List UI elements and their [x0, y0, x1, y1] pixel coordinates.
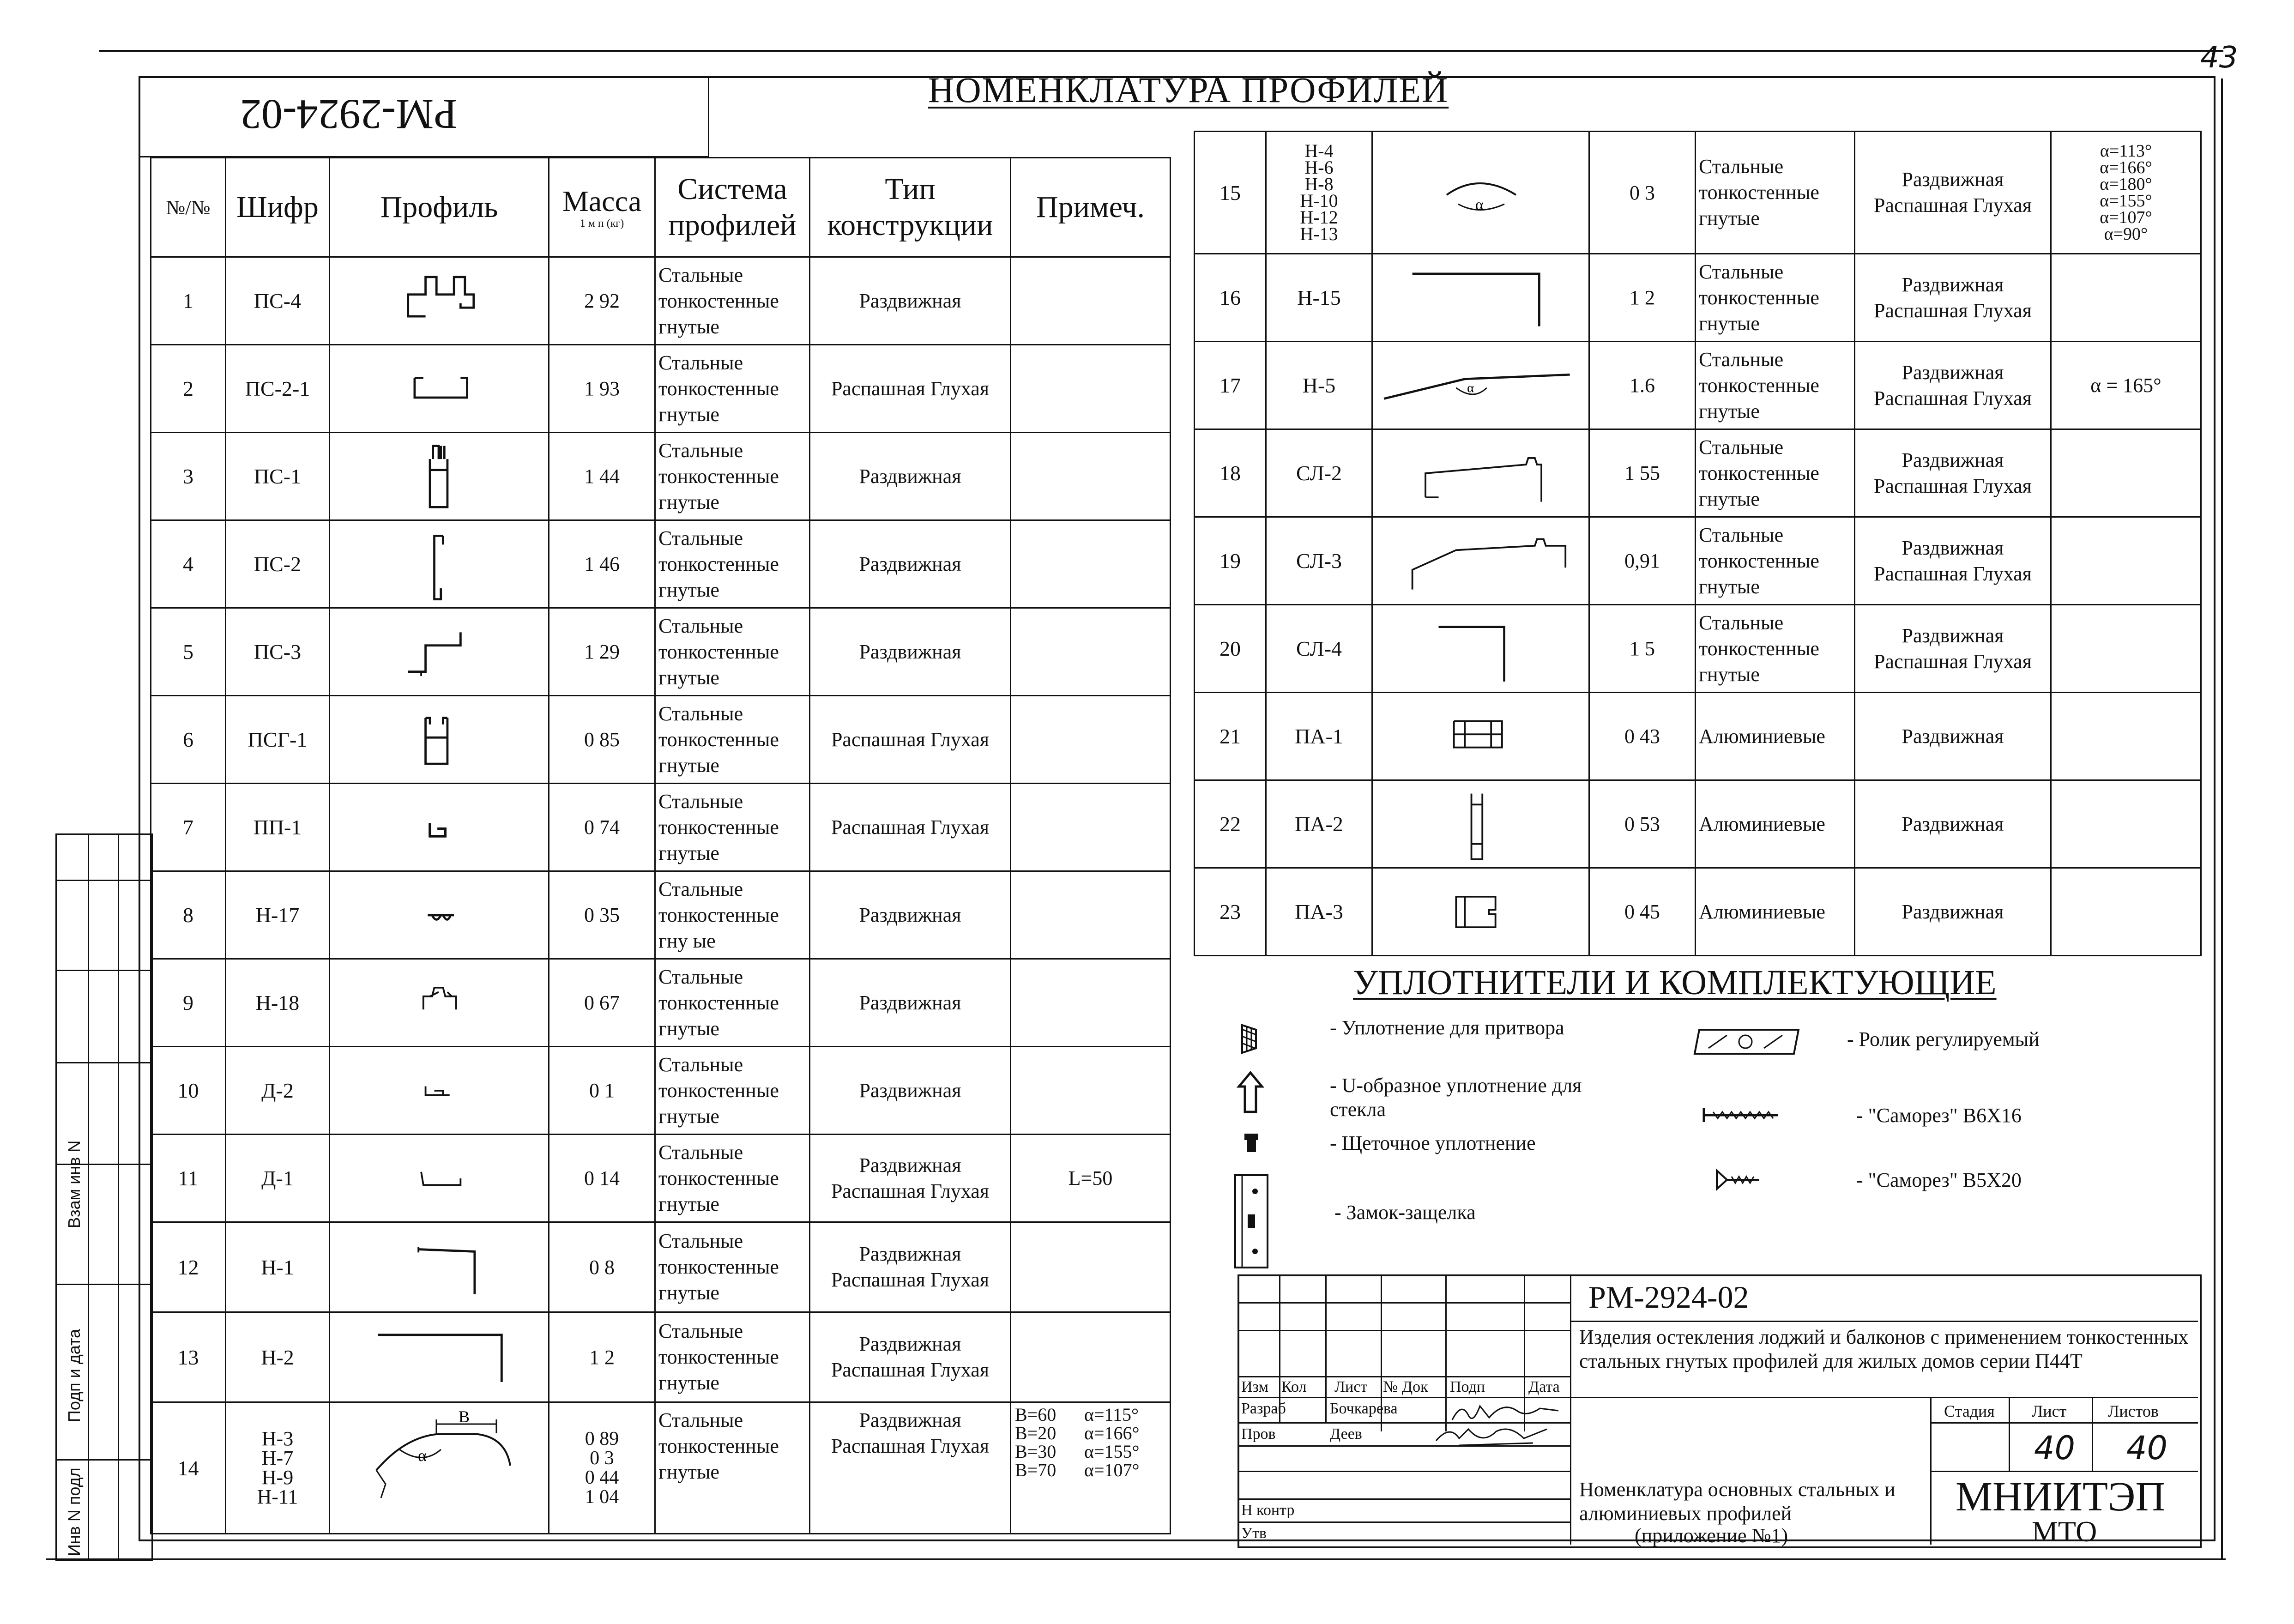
row-system: Стальные тонкостенные гнутые — [1696, 517, 1855, 605]
row-type: Распашная Глухая — [810, 784, 1011, 871]
row-note: α = 165° — [2051, 342, 2201, 429]
row-code: Н-1 — [226, 1222, 330, 1312]
row-code: СЛ-2 — [1266, 429, 1372, 517]
row-number: 3 — [151, 433, 226, 520]
row-note — [2051, 780, 2201, 868]
note-alpha: α=90° — [2104, 224, 2148, 244]
ps1-profile-icon — [330, 435, 547, 518]
note-alpha: α=155° — [2100, 191, 2152, 211]
row-mass: 0 14 — [549, 1135, 655, 1222]
col-header-note: Примеч. — [1011, 158, 1171, 257]
mass-unit-label: 1 м п (кг) — [580, 217, 624, 229]
screw-b6-icon — [1699, 1104, 1782, 1127]
row-system: Стальные тонкостенные гнутые — [655, 1402, 810, 1534]
row-code: ПС-4 — [226, 257, 330, 345]
row-note — [2051, 429, 2201, 517]
row-code: ПС-2 — [226, 520, 330, 608]
stamp-org-sub: МТО — [2032, 1515, 2097, 1548]
col-header-num: №/№ — [151, 158, 226, 257]
stamp-sheets-value: 40 — [2126, 1429, 2168, 1467]
row-mass: 0 53 — [1589, 780, 1696, 868]
row-number: 9 — [151, 959, 226, 1047]
pp1-profile-icon — [330, 786, 547, 869]
row-number: 5 — [151, 608, 226, 696]
dim-b-label: B — [458, 1407, 470, 1426]
row-profile-drawing — [1372, 693, 1589, 780]
row-profile-drawing — [330, 1135, 549, 1222]
row-number: 21 — [1195, 693, 1266, 780]
note-alpha: α=166° — [2100, 158, 2152, 177]
stamp-col-doc: № Док — [1383, 1378, 1428, 1395]
row-number: 2 — [151, 345, 226, 433]
row-code: ПА-2 — [1266, 780, 1372, 868]
row-type: Раздвижная Распашная Глухая — [810, 1312, 1011, 1402]
angle-alpha-label: α — [1475, 196, 1484, 213]
row-mass: 0 43 — [1589, 693, 1696, 780]
row-mass: 1 93 — [549, 345, 655, 433]
seals-title: УПЛОТНИТЕЛИ И КОМПЛЕКТУЮЩИЕ — [1353, 963, 1997, 1002]
row-type: Раздвижная Распашная Глухая — [1855, 342, 2051, 429]
stamp-doc-code: РМ-2924-02 — [1588, 1280, 1749, 1315]
u-seal-icon — [1237, 1070, 1264, 1114]
row-system: Стальные тонкостенные гнутые — [1696, 342, 1855, 429]
row-note — [1011, 608, 1171, 696]
row-mass: 0 35 — [549, 871, 655, 959]
row-code: Н-15 — [1266, 254, 1372, 342]
table-row — [151, 696, 1171, 784]
row-type: Раздвижная — [810, 433, 1011, 520]
row-system: Стальные тонкостенные гнутые — [655, 433, 810, 520]
row-code: Н-10 — [1300, 190, 1338, 211]
row-mass: 1 5 — [1589, 605, 1696, 693]
table-row — [151, 784, 1171, 871]
brush-seal-label: - Щеточное уплотнение — [1330, 1132, 1536, 1154]
row-code: Н-13 — [1300, 223, 1338, 244]
row-type: Раздвижная Распашная Глухая — [1855, 132, 2051, 254]
table-row — [151, 1402, 1171, 1534]
row-profile-drawing — [330, 696, 549, 784]
n15-profile-icon — [1373, 256, 1588, 339]
table-row — [151, 1135, 1171, 1222]
stamp-sheet-value: 40 — [2034, 1429, 2076, 1467]
row-mass: 1.6 — [1589, 342, 1696, 429]
row-mass: 0 74 — [549, 784, 655, 871]
row-note — [1011, 1047, 1171, 1135]
table-row — [151, 608, 1171, 696]
stamp-sheet-label: Лист — [2032, 1402, 2067, 1420]
row-type: Раздвижная — [1855, 868, 2051, 956]
roller-label: - Ролик регулируемый — [1847, 1028, 2040, 1050]
stamp-col-izm: Изм — [1241, 1378, 1269, 1395]
row-code: СЛ-3 — [1266, 517, 1372, 605]
row-profile-drawing — [330, 1312, 549, 1402]
table-row — [1195, 254, 2201, 342]
right-margin-line — [2221, 78, 2223, 1558]
table-row — [1195, 429, 2201, 517]
svg-text:α: α — [1467, 380, 1474, 395]
n17-profile-icon — [330, 874, 547, 957]
row-mass: 0 89 — [585, 1428, 619, 1449]
ps21-profile-icon — [330, 347, 547, 430]
page-title: НОМЕНКЛАТУРА ПРОФИЛЕЙ — [928, 70, 1449, 110]
stamp-name-razrab: Бочкарева — [1330, 1400, 1398, 1417]
row-type: Раздвижная Распашная Глухая — [1855, 254, 2051, 342]
note-b: B=70 — [1015, 1460, 1056, 1480]
row-note — [2051, 254, 2201, 342]
col-header-type: Тип конструкции — [810, 158, 1011, 257]
u-seal-label: - U-образное уплотнение для стекла — [1330, 1074, 1582, 1121]
note-b: B=20 — [1015, 1423, 1056, 1443]
row-mass: 0 85 — [549, 696, 655, 784]
row-type: Раздвижная Распашная Глухая — [810, 1402, 1011, 1534]
stamp-name-prov: Деев — [1330, 1425, 1362, 1443]
sl2-profile-icon — [1373, 432, 1588, 515]
stamp-col-data: Дата — [1528, 1378, 1560, 1395]
note-alpha: α=115° — [1084, 1404, 1139, 1425]
row-note — [1011, 345, 1171, 433]
stamp-role-utv: Утв — [1241, 1525, 1267, 1542]
row-system: Алюминиевые — [1696, 693, 1855, 780]
col-header-system: Система профилей — [655, 158, 810, 257]
row-system: Стальные тонкостенные гнутые — [1696, 605, 1855, 693]
row-code: Н-5 — [1266, 342, 1372, 429]
row-number: 18 — [1195, 429, 1266, 517]
row-number: 8 — [151, 871, 226, 959]
row-code: ПСГ-1 — [226, 696, 330, 784]
side-label-podp: Подп и дата — [65, 1328, 84, 1422]
row-mass: 0 8 — [549, 1222, 655, 1312]
pa1-profile-icon — [1373, 695, 1588, 778]
row-note — [1011, 1312, 1171, 1402]
table-row — [1195, 132, 2201, 254]
row-system: Стальные тонкостенные гнутые — [655, 959, 810, 1047]
row-system: Стальные тонкостенные гнутые — [1696, 254, 1855, 342]
latch-lock-icon — [1233, 1173, 1274, 1270]
note-alpha: α=107° — [1084, 1460, 1140, 1480]
row-type: Раздвижная Распашная Глухая — [1855, 605, 2051, 693]
n3-profile-icon — [330, 1406, 547, 1530]
stamp-org: МНИИТЭП — [1956, 1474, 2166, 1520]
row-profile-drawing — [1372, 517, 1589, 605]
row-note — [1011, 433, 1171, 520]
d2-profile-icon — [330, 1049, 547, 1132]
row-system: Стальные тонкостенные гнутые — [655, 696, 810, 784]
pa3-profile-icon — [1373, 870, 1588, 954]
row-mass: 2 92 — [549, 257, 655, 345]
row-number: 11 — [151, 1135, 226, 1222]
row-system: Стальные тонкостенные гнутые — [1696, 429, 1855, 517]
row-type: Раздвижная — [810, 871, 1011, 959]
row-profile-drawing — [330, 1047, 549, 1135]
row-mass-group — [549, 1402, 655, 1534]
row-type: Раздвижная — [810, 257, 1011, 345]
row-note — [2051, 868, 2201, 956]
sl4-profile-icon — [1373, 607, 1588, 690]
stamp-col-kol: Кол — [1281, 1378, 1307, 1395]
table-row — [151, 959, 1171, 1047]
table-row — [1195, 693, 2201, 780]
row-code: Н-12 — [1300, 207, 1338, 228]
row-type: Раздвижная Распашная Глухая — [1855, 429, 2051, 517]
row-mass: 0 44 — [585, 1467, 619, 1488]
table-row — [151, 257, 1171, 345]
row-code: Н-9 — [261, 1466, 294, 1489]
row-code: Д-2 — [226, 1047, 330, 1135]
row-code: Н-7 — [261, 1447, 294, 1469]
n2-profile-icon — [330, 1315, 547, 1400]
row-number: 23 — [1195, 868, 1266, 956]
row-number: 10 — [151, 1047, 226, 1135]
table-row — [151, 433, 1171, 520]
row-note — [1011, 520, 1171, 608]
row-type: Раздвижная — [810, 608, 1011, 696]
row-note — [1011, 696, 1171, 784]
row-profile-drawing — [330, 784, 549, 871]
row-system: Стальные тонкостенные гнутые — [655, 520, 810, 608]
table-row — [151, 1222, 1171, 1312]
stamp-description: Изделия остекления лоджий и балконов с применением тонкостенных стальных гнутых профилей для жилых домов серии П44Т — [1579, 1326, 2189, 1372]
table-row — [151, 871, 1171, 959]
row-type: Раздвижная — [810, 959, 1011, 1047]
row-note-group — [1011, 1402, 1171, 1534]
row-type: Раздвижная — [1855, 693, 2051, 780]
row-profile-drawing — [330, 959, 549, 1047]
note-alpha: α=180° — [2100, 175, 2152, 194]
col-header-code: Шифр — [226, 158, 330, 257]
row-code: ПС-1 — [226, 433, 330, 520]
note-alpha: α=166° — [1084, 1423, 1140, 1443]
row-profile-drawing — [1372, 868, 1589, 956]
row-code: Н-4 — [1304, 140, 1334, 161]
row-type: Раздвижная Распашная Глухая — [810, 1222, 1011, 1312]
profiles-table-right — [1194, 131, 2202, 956]
row-profile-drawing — [1372, 132, 1589, 254]
angle-alpha-label: α — [418, 1446, 427, 1465]
row-number: 7 — [151, 784, 226, 871]
row-mass: 0,91 — [1589, 517, 1696, 605]
table-row — [1195, 342, 2201, 429]
stamp-sheet-title: Номенклатура основных стальных и алюминиевых профилей — [1579, 1478, 1896, 1525]
note-b: B=30 — [1015, 1441, 1056, 1462]
row-number: 22 — [1195, 780, 1266, 868]
row-note-group — [2051, 132, 2201, 254]
row-mass: 1 44 — [549, 433, 655, 520]
signature-prov — [1431, 1420, 1561, 1452]
row-profile-drawing — [330, 345, 549, 433]
row-system: Стальные тонкостенные гнутые — [655, 784, 810, 871]
row-profile-drawing — [330, 608, 549, 696]
col-header-profile: Профиль — [330, 158, 549, 257]
mass-header-label: Масса — [562, 184, 642, 217]
note-b: B=60 — [1015, 1404, 1056, 1425]
table-row — [151, 1312, 1171, 1402]
row-type: Распашная Глухая — [810, 696, 1011, 784]
row-system: Стальные тонкостенные гнутые — [655, 1312, 810, 1402]
page-corner-number: 43 — [2200, 41, 2238, 75]
row-note — [2051, 605, 2201, 693]
row-profile-drawing — [1372, 605, 1589, 693]
row-mass: 1 2 — [549, 1312, 655, 1402]
pa2-profile-icon — [1373, 783, 1588, 866]
row-profile-drawing — [330, 433, 549, 520]
row-code-group — [1266, 132, 1372, 254]
row-profile-drawing — [330, 1402, 549, 1534]
row-mass: 1 46 — [549, 520, 655, 608]
row-note: L=50 — [1011, 1135, 1171, 1222]
row-mass: 1 2 — [1589, 254, 1696, 342]
psg1-profile-icon — [330, 698, 547, 781]
brush-seal-icon — [1242, 1134, 1261, 1152]
row-type: Раздвижная — [810, 520, 1011, 608]
rotated-doc-code: РМ-2924-02 — [240, 91, 458, 138]
row-profile-drawing — [330, 257, 549, 345]
col-header-mass — [549, 158, 655, 257]
table-row — [151, 345, 1171, 433]
stamp-col-list: Лист — [1334, 1378, 1368, 1395]
stamp-role-nkontr: Н контр — [1241, 1502, 1295, 1519]
n18-profile-icon — [330, 961, 547, 1044]
screw-b6-label: - "Саморез" В6Х16 — [1856, 1104, 2022, 1127]
roller-icon — [1690, 1025, 1805, 1057]
stamp-role-razrab: Разраб — [1241, 1400, 1286, 1417]
top-rule — [99, 50, 2223, 52]
row-code: Н-3 — [261, 1427, 294, 1450]
row-code: Н-11 — [257, 1485, 298, 1508]
table-row — [151, 520, 1171, 608]
row-number: 12 — [151, 1222, 226, 1312]
profiles-table-left — [150, 157, 1171, 1534]
row-code: Н-18 — [226, 959, 330, 1047]
row-code: ПА-1 — [1266, 693, 1372, 780]
seal-pritvor-label: - Уплотнение для притвора — [1330, 1016, 1564, 1039]
table-row — [1195, 517, 2201, 605]
note-alpha: α=113° — [2100, 141, 2152, 161]
row-mass: 0 3 — [1589, 132, 1696, 254]
row-type: Распашная Глухая — [810, 345, 1011, 433]
row-type: Раздвижная — [1855, 780, 2051, 868]
row-profile-drawing — [1372, 780, 1589, 868]
row-profile-drawing — [330, 1222, 549, 1312]
row-system: Стальные тонкостенные гнутые — [655, 608, 810, 696]
row-note — [1011, 959, 1171, 1047]
side-label-vzam: Взам инв N — [65, 1140, 84, 1228]
row-profile-drawing — [1372, 429, 1589, 517]
n5-profile-icon — [1373, 344, 1588, 427]
table-row — [1195, 780, 2201, 868]
stamp-stage-label: Стадия — [1944, 1402, 1995, 1420]
row-note — [1011, 784, 1171, 871]
row-number: 4 — [151, 520, 226, 608]
row-mass: 1 29 — [549, 608, 655, 696]
row-number: 14 — [151, 1402, 226, 1534]
row-profile-drawing — [330, 520, 549, 608]
d1-profile-icon — [330, 1137, 547, 1220]
row-number: 16 — [1195, 254, 1266, 342]
table-row — [151, 1047, 1171, 1135]
row-system: Стальные тонкостенные гну ые — [655, 871, 810, 959]
table-row — [1195, 868, 2201, 956]
row-code: Н-6 — [1304, 157, 1334, 178]
row-code: Д-1 — [226, 1135, 330, 1222]
row-mass: 0 3 — [590, 1448, 614, 1469]
stamp-sheets-label: Листов — [2108, 1402, 2159, 1420]
row-system: Стальные тонкостенные гнутые — [655, 1222, 810, 1312]
row-number: 17 — [1195, 342, 1266, 429]
row-mass: 0 67 — [549, 959, 655, 1047]
row-note — [1011, 1222, 1171, 1312]
row-code: ПП-1 — [226, 784, 330, 871]
row-profile-drawing — [1372, 254, 1589, 342]
row-mass: 1 55 — [1589, 429, 1696, 517]
row-system: Стальные тонкостенные гнутые — [1696, 132, 1855, 254]
row-mass: 0 1 — [549, 1047, 655, 1135]
row-mass: 0 45 — [1589, 868, 1696, 956]
stamp-role-prov: Пров — [1241, 1425, 1276, 1443]
seal-pritvor-icon — [1238, 1023, 1261, 1055]
row-system: Алюминиевые — [1696, 868, 1855, 956]
latch-lock-label: - Замок-защелка — [1334, 1201, 1476, 1224]
note-alpha: α=107° — [2100, 208, 2152, 227]
row-profile-drawing — [330, 871, 549, 959]
row-note — [1011, 257, 1171, 345]
row-note — [1011, 871, 1171, 959]
row-type: Раздвижная Распашная Глухая — [1855, 517, 2051, 605]
note-alpha: α=155° — [1084, 1441, 1140, 1462]
table-row — [1195, 605, 2201, 693]
row-code: Н-17 — [226, 871, 330, 959]
ps4-profile-icon — [330, 260, 547, 343]
ps2-profile-icon — [330, 523, 547, 606]
n1-profile-icon — [330, 1225, 547, 1310]
row-number: 15 — [1195, 132, 1266, 254]
row-type: Раздвижная — [810, 1047, 1011, 1135]
row-code: СЛ-4 — [1266, 605, 1372, 693]
row-number: 19 — [1195, 517, 1266, 605]
stamp-sheet-sub: (приложение №1) — [1635, 1524, 1788, 1547]
sl3-profile-icon — [1373, 519, 1588, 603]
screw-b5-icon — [1713, 1168, 1764, 1191]
row-code: Н-8 — [1304, 174, 1334, 194]
row-profile-drawing — [1372, 342, 1589, 429]
row-system: Стальные тонкостенные гнутые — [655, 345, 810, 433]
row-type: Раздвижная Распашная Глухая — [810, 1135, 1011, 1222]
n4-profile-icon — [1373, 135, 1588, 250]
row-number: 1 — [151, 257, 226, 345]
row-system: Алюминиевые — [1696, 780, 1855, 868]
stamp-col-podp: Подп — [1450, 1378, 1485, 1395]
row-system: Стальные тонкостенные гнутые — [655, 1047, 810, 1135]
row-code: ПА-3 — [1266, 868, 1372, 956]
row-system: Стальные тонкостенные гнутые — [655, 257, 810, 345]
row-number: 13 — [151, 1312, 226, 1402]
ps3-profile-icon — [330, 610, 547, 694]
side-label-inv: Инв N подл — [65, 1467, 84, 1556]
row-code: ПС-2-1 — [226, 345, 330, 433]
row-code: Н-2 — [226, 1312, 330, 1402]
screw-b5-label: - "Саморез" В5Х20 — [1856, 1169, 2022, 1191]
row-number: 20 — [1195, 605, 1266, 693]
row-code: ПС-3 — [226, 608, 330, 696]
row-mass: 1 04 — [585, 1486, 619, 1508]
row-number: 6 — [151, 696, 226, 784]
row-note — [2051, 517, 2201, 605]
row-code-group — [226, 1402, 330, 1534]
row-note — [2051, 693, 2201, 780]
row-system: Стальные тонкостенные гнутые — [655, 1135, 810, 1222]
